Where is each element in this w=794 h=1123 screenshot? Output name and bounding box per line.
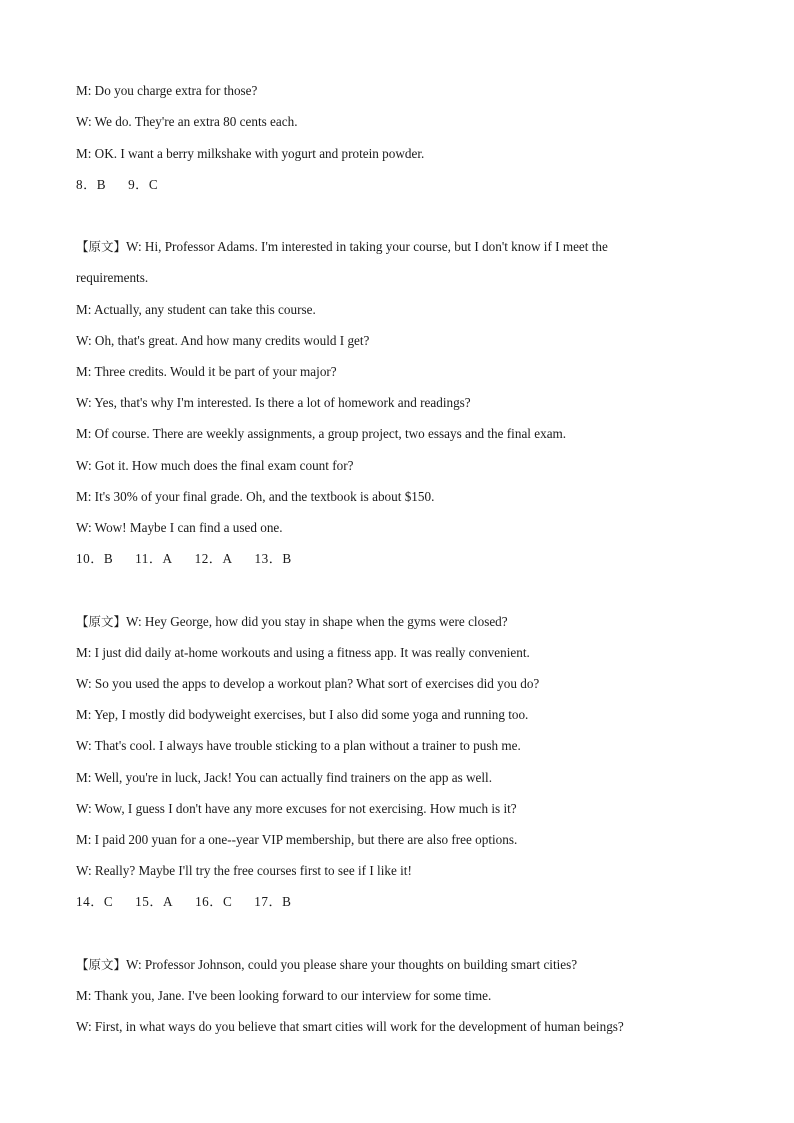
answer-item: 16．C [195, 894, 233, 909]
answer-item: 11．A [135, 551, 173, 566]
dialogue-line: M: Do you charge extra for those? [76, 83, 258, 98]
dialogue-line: W: Really? Maybe I'll try the free courses first to see if I like it! [76, 863, 412, 878]
transcript-heading-line [76, 614, 508, 630]
dialogue-line: M: Well, you're in luck, Jack! You can actually find trainers on the app as well. [76, 770, 493, 785]
dialogue-line: M: Three credits. Would it be part of your major? [76, 364, 337, 379]
dialogue-line: M: Actually, any student can take this course. [76, 302, 316, 317]
dialogue-line: W: Hi, Professor Adams. I'm interested in taking your course, but I don't know if I meet the [126, 239, 608, 254]
dialogue-line: W: Hey George, how did you stay in shape when the gyms were closed? [126, 614, 508, 629]
dialogue-line: M: Of course. There are weekly assignments, a group project, two essays and the final exam. [76, 426, 567, 441]
answer-item: 14．C [76, 894, 114, 909]
transcript-tag: 【原文】 [76, 239, 127, 254]
dialogue-line: M: It's 30% of your final grade. Oh, and the textbook is about $150. [76, 489, 435, 504]
answer-item: 12．A [194, 551, 233, 566]
dialogue-line: W: Professor Johnson, could you please share your thoughts on building smart cities? [126, 957, 578, 972]
dialogue-line: W: Got it. How much does the final exam count for? [76, 458, 354, 473]
dialogue-line: W: Wow! Maybe I can find a used one. [76, 520, 283, 535]
dialogue-line: M: Yep, I mostly did bodyweight exercises, but I also did some yoga and running too. [76, 707, 529, 722]
answer-key [76, 894, 291, 910]
transcript-tag: 【原文】 [76, 614, 127, 629]
dialogue-line: W: We do. They're an extra 80 cents each. [76, 114, 298, 129]
dialogue-line: M: Thank you, Jane. I've been looking forward to our interview for some time. [76, 988, 492, 1003]
dialogue-line: requirements. [76, 270, 149, 285]
dialogue-line: W: That's cool. I always have trouble sticking to a plan without a trainer to push me. [76, 738, 521, 753]
dialogue-line: M: I paid 200 yuan for a one--year VIP membership, but there are also free options. [76, 832, 518, 847]
answer-key [76, 551, 292, 567]
answer-key [76, 177, 158, 193]
dialogue-line: M: I just did daily at-home workouts and using a fitness app. It was really convenient. [76, 645, 530, 660]
transcript-tag: 【原文】 [76, 957, 127, 972]
dialogue-line: W: First, in what ways do you believe that smart cities will work for the development of human beings? [76, 1019, 624, 1034]
dialogue-line: M: OK. I want a berry milkshake with yogurt and protein powder. [76, 146, 425, 161]
answer-item: 10．B [76, 551, 114, 566]
dialogue-line: W: Wow, I guess I don't have any more excuses for not exercising. How much is it? [76, 801, 517, 816]
answer-item: 8．B [76, 177, 107, 192]
dialogue-line: W: Oh, that's great. And how many credits would I get? [76, 333, 370, 348]
answer-item: 15．A [135, 894, 174, 909]
answer-item: 17．B [254, 894, 292, 909]
transcript-heading-line [76, 239, 608, 255]
transcript-heading-line [76, 957, 577, 973]
dialogue-line: W: Yes, that's why I'm interested. Is there a lot of homework and readings? [76, 395, 471, 410]
answer-item: 13．B [254, 551, 292, 566]
dialogue-line: W: So you used the apps to develop a workout plan? What sort of exercises did you do? [76, 676, 540, 691]
answer-item: 9．C [128, 177, 159, 192]
